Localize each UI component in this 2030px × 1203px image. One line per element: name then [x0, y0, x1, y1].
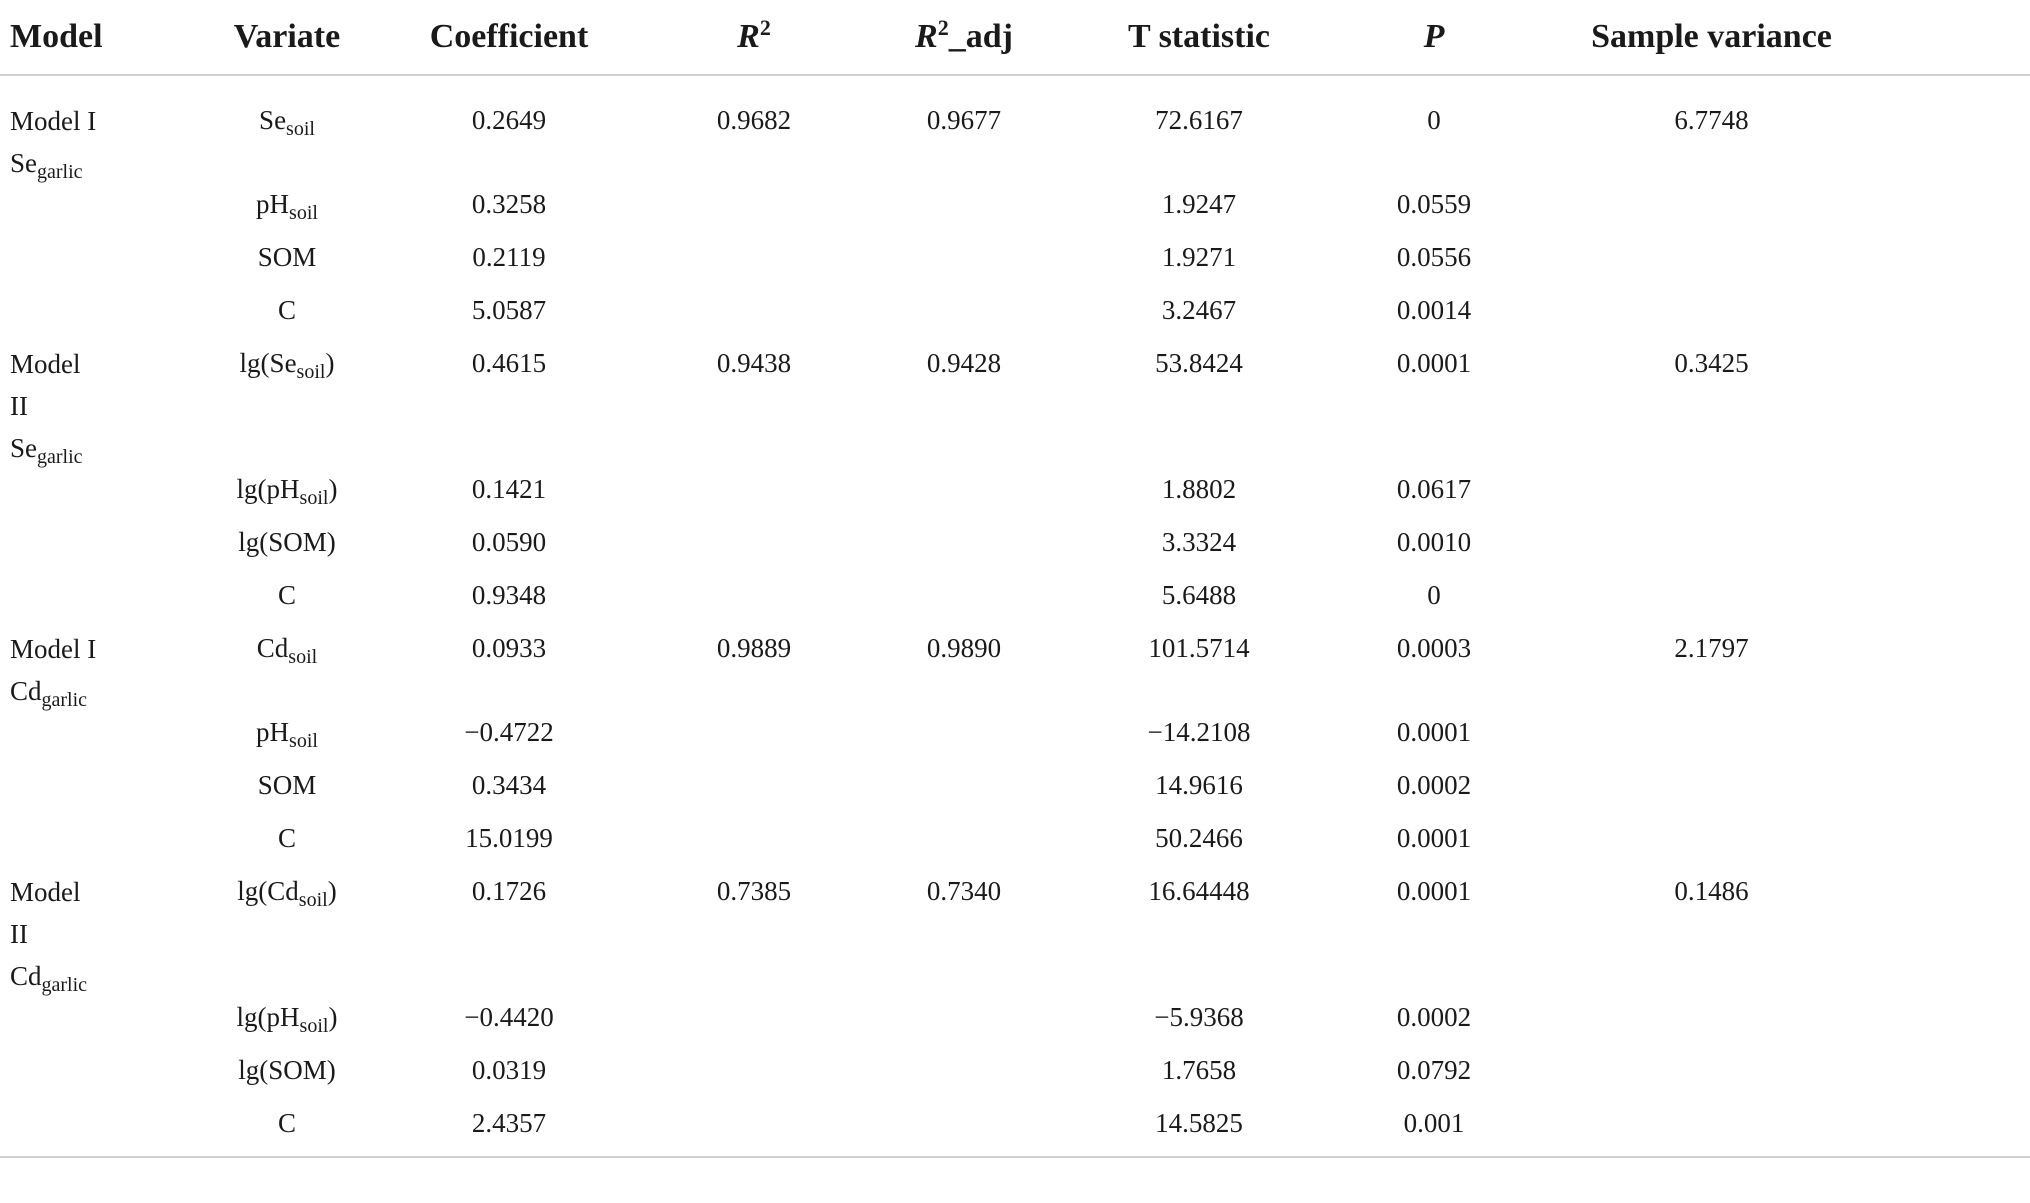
- r2-adj-cell: [854, 818, 1074, 871]
- header-r2adj-sup: 2: [937, 15, 949, 40]
- coefficient-cell: 2.4357: [364, 1103, 654, 1157]
- variate-base: pH: [256, 717, 290, 747]
- sample-variance-cell: [1544, 469, 1879, 522]
- spacer-cell: [1879, 1103, 2030, 1157]
- t-statistic-cell: 14.9616: [1155, 770, 1243, 800]
- variate-cell: [210, 522, 364, 575]
- header-model: Model: [0, 0, 210, 75]
- header-r2-adj: [854, 0, 1074, 75]
- sample-variance-cell: [1544, 1103, 1879, 1157]
- model-cell: [0, 237, 210, 290]
- variate-cell: [210, 290, 364, 343]
- r2-adj-cell: [854, 997, 1074, 1050]
- table-row: [0, 522, 2030, 575]
- model-cell: [0, 184, 210, 237]
- sample-variance-cell: [1544, 765, 1879, 818]
- variate-cell: [210, 343, 364, 469]
- variate-cell: [210, 184, 364, 237]
- table-row: [0, 712, 2030, 765]
- variate-suffix: ): [327, 876, 337, 906]
- sample-variance-cell: [1544, 712, 1879, 765]
- variate-base: C: [277, 1108, 296, 1138]
- sample-variance-cell: 2.1797: [1674, 633, 1749, 663]
- p-value-cell: 0.0556: [1396, 242, 1472, 272]
- coefficient-cell: 0.4615: [471, 348, 547, 378]
- r2-cell: [654, 1050, 854, 1103]
- coefficient-cell: 0.9348: [471, 580, 547, 610]
- variate-base: pH: [266, 474, 300, 504]
- r2-cell: [654, 1103, 854, 1157]
- variate-base: lg(SOM): [238, 1055, 336, 1085]
- variate-cell: [210, 712, 364, 765]
- r2-adj-cell: [854, 1103, 1074, 1157]
- model-line: Model: [10, 877, 81, 907]
- model-cell: [0, 628, 210, 712]
- p-value-cell: 0.0792: [1396, 1055, 1472, 1085]
- variate-sub: soil: [288, 646, 318, 668]
- model-line: Model I: [10, 106, 97, 136]
- coefficient-cell: 0.1421: [471, 474, 547, 504]
- header-variate: Variate: [210, 0, 364, 75]
- r2-cell: [654, 184, 854, 237]
- t-statistic-cell: 72.6167: [1155, 105, 1243, 135]
- variate-sub: soil: [286, 118, 315, 140]
- sample-variance-cell: [1544, 522, 1879, 575]
- variate-cell: [210, 1050, 364, 1103]
- coefficient-cell: −0.4420: [464, 1002, 554, 1032]
- model-target: [10, 955, 210, 997]
- spacer-cell: [1879, 997, 2030, 1050]
- p-value-cell: 0.0001: [1396, 717, 1472, 747]
- spacer-cell: [1879, 871, 2030, 997]
- r2-adj-cell: [854, 184, 1074, 237]
- table-row: [0, 628, 2030, 712]
- r2-adj-cell: 0.9428: [926, 348, 1002, 378]
- sample-variance-cell: [1544, 184, 1879, 237]
- p-value-cell: 0.0014: [1396, 295, 1472, 325]
- sample-variance-cell: 6.7748: [1674, 105, 1749, 135]
- r2-adj-cell: [854, 712, 1074, 765]
- p-value-cell: 0: [1427, 580, 1441, 610]
- header-coefficient: Coefficient: [364, 0, 654, 75]
- variate-base: Se: [269, 348, 297, 378]
- t-statistic-cell: 1.9247: [1161, 189, 1237, 219]
- r2-cell: 0.9682: [716, 105, 792, 135]
- variate-base: SOM: [257, 242, 317, 272]
- p-value-cell: 0.0002: [1396, 770, 1472, 800]
- t-statistic-cell: 14.5825: [1074, 1103, 1324, 1157]
- r2-adj-cell: [854, 765, 1074, 818]
- t-statistic-cell: 16.64448: [1148, 876, 1250, 906]
- model-cell: [0, 75, 210, 184]
- variate-sub: soil: [298, 889, 328, 911]
- variate-cell: [210, 818, 364, 871]
- header-r2adj-suffix: _adj: [948, 18, 1013, 55]
- table-row: [0, 469, 2030, 522]
- variate-cell: [210, 75, 364, 184]
- spacer-cell: [1879, 522, 2030, 575]
- spacer-cell: [1879, 1050, 2030, 1103]
- variate-base: Cd: [267, 876, 299, 906]
- spacer-cell: [1879, 75, 2030, 184]
- spacer-cell: [1879, 184, 2030, 237]
- variate-cell: [210, 628, 364, 712]
- variate-sub: soil: [299, 1015, 329, 1037]
- sample-variance-cell: 0.1486: [1674, 876, 1749, 906]
- spacer-cell: [1879, 712, 2030, 765]
- table-header: [0, 0, 2030, 75]
- spacer-cell: [1879, 343, 2030, 469]
- r2-adj-cell: [854, 575, 1074, 628]
- model-target-sub: garlic: [41, 974, 88, 996]
- table-row: [0, 75, 2030, 184]
- model-cell: [0, 712, 210, 765]
- p-value-cell: 0: [1427, 105, 1441, 135]
- coefficient-cell: 0.2119: [472, 242, 546, 272]
- header-r2-sup: 2: [759, 15, 771, 40]
- r2-adj-cell: [854, 522, 1074, 575]
- p-value-cell: 0.0002: [1396, 1002, 1472, 1032]
- sample-variance-cell: [1544, 237, 1879, 290]
- t-statistic-cell: 3.2467: [1161, 295, 1237, 325]
- variate-sub: soil: [289, 730, 318, 752]
- variate-cell: [210, 575, 364, 628]
- table-row: [0, 1103, 2030, 1157]
- model-target-base: Cd: [10, 676, 42, 706]
- p-value-cell: 0.0617: [1396, 474, 1472, 504]
- sample-variance-cell: [1544, 290, 1879, 343]
- coefficient-cell: 0.0933: [471, 633, 547, 663]
- table-row: [0, 1050, 2030, 1103]
- sample-variance-cell: 0.3425: [1674, 348, 1749, 378]
- r2-cell: [654, 818, 854, 871]
- variate-prefix: lg(: [239, 348, 270, 378]
- coefficient-cell: 0.3434: [471, 770, 547, 800]
- variate-base: C: [277, 295, 296, 325]
- model-cell: [0, 1050, 210, 1103]
- t-statistic-cell: 5.6488: [1161, 580, 1237, 610]
- table-row: [0, 184, 2030, 237]
- variate-suffix: ): [328, 1002, 338, 1032]
- sample-variance-cell: [1544, 997, 1879, 1050]
- r2-adj-cell: 0.9890: [926, 633, 1002, 663]
- variate-prefix: lg(: [236, 1002, 267, 1032]
- coefficient-cell: 0.1726: [471, 876, 547, 906]
- spacer-cell: [1879, 575, 2030, 628]
- variate-sub: soil: [289, 202, 318, 224]
- variate-cell: [210, 237, 364, 290]
- r2-cell: [654, 290, 854, 343]
- model-cell: [0, 871, 210, 997]
- sample-variance-cell: [1544, 575, 1879, 628]
- r2-cell: [654, 575, 854, 628]
- coefficient-cell: 15.0199: [465, 823, 553, 853]
- t-statistic-cell: −14.2108: [1147, 717, 1251, 747]
- model-line: Model I: [10, 634, 97, 664]
- r2-adj-cell: [854, 1050, 1074, 1103]
- variate-prefix: lg(: [237, 876, 268, 906]
- model-cell: [0, 765, 210, 818]
- sample-variance-cell: [1544, 818, 1879, 871]
- variate-cell: [210, 871, 364, 997]
- spacer-cell: [1879, 628, 2030, 712]
- r2-adj-cell: 0.9677: [926, 105, 1002, 135]
- variate-suffix: ): [328, 474, 338, 504]
- model-target: [10, 670, 210, 712]
- sample-variance-cell: [1544, 1050, 1879, 1103]
- coefficient-cell: 0.2649: [471, 105, 547, 135]
- p-value-cell: 0.0001: [1396, 348, 1472, 378]
- p-value-cell: 0.0003: [1396, 633, 1472, 663]
- table-row: [0, 818, 2030, 871]
- r2-cell: 0.9889: [716, 633, 792, 663]
- table-row: [0, 765, 2030, 818]
- model-target-base: Se: [10, 433, 37, 463]
- p-value-cell: 0.0001: [1396, 876, 1472, 906]
- variate-base: Se: [259, 105, 287, 135]
- r2-cell: [654, 997, 854, 1050]
- variate-cell: [210, 1103, 364, 1157]
- t-statistic-cell: 1.9271: [1161, 242, 1237, 272]
- variate-sub: soil: [296, 361, 326, 383]
- model-line: Model: [10, 349, 81, 379]
- variate-base: C: [277, 580, 296, 610]
- t-statistic-cell: 53.8424: [1155, 348, 1243, 378]
- r2-adj-cell: [854, 237, 1074, 290]
- model-cell: [0, 290, 210, 343]
- t-statistic-cell: 3.3324: [1161, 527, 1237, 557]
- header-row: [0, 0, 2030, 75]
- r2-cell: [654, 765, 854, 818]
- r2-cell: [654, 522, 854, 575]
- variate-suffix: ): [325, 348, 335, 378]
- header-t-statistic: T statistic: [1074, 0, 1324, 75]
- t-statistic-cell: 1.8802: [1161, 474, 1237, 504]
- variate-cell: [210, 997, 364, 1050]
- r2-adj-cell: 0.7340: [926, 876, 1002, 906]
- t-statistic-cell: −5.9368: [1154, 1002, 1244, 1032]
- coefficient-cell: 0.0590: [471, 527, 547, 557]
- variate-prefix: lg(: [236, 474, 267, 504]
- model-target-sub: garlic: [41, 689, 88, 711]
- model-target-base: Se: [10, 148, 37, 178]
- variate-base: pH: [266, 1002, 300, 1032]
- model-cell: [0, 1103, 210, 1157]
- spacer-cell: [1879, 765, 2030, 818]
- spacer-cell: [1879, 237, 2030, 290]
- table-body: [0, 75, 2030, 1157]
- r2-adj-cell: [854, 290, 1074, 343]
- r2-cell: [654, 469, 854, 522]
- header-p: [1324, 0, 1544, 75]
- variate-cell: [210, 765, 364, 818]
- variate-base: C: [277, 823, 296, 853]
- variate-sub: soil: [299, 487, 329, 509]
- r2-adj-cell: [854, 469, 1074, 522]
- header-r2adj-base: R: [915, 18, 938, 55]
- spacer-cell: [1879, 818, 2030, 871]
- model-cell: [0, 343, 210, 469]
- model-line: II: [10, 919, 28, 949]
- model-cell: [0, 997, 210, 1050]
- header-p-label: P: [1423, 18, 1445, 55]
- model-target: [10, 142, 210, 184]
- header-r2-base: R: [737, 18, 760, 55]
- table-row: [0, 237, 2030, 290]
- p-value-cell: 0.0001: [1396, 823, 1472, 853]
- t-statistic-cell: 1.7658: [1161, 1055, 1237, 1085]
- header-sample-variance: Sample variance: [1544, 0, 1879, 75]
- header-r2: [654, 0, 854, 75]
- p-value-cell: 0.001: [1324, 1103, 1544, 1157]
- coefficient-cell: 0.3258: [471, 189, 547, 219]
- table-row: [0, 343, 2030, 469]
- spacer-cell: [1879, 469, 2030, 522]
- model-target-sub: garlic: [37, 446, 83, 468]
- r2-cell: [654, 237, 854, 290]
- coefficient-cell: −0.4722: [464, 717, 554, 747]
- r2-cell: 0.7385: [716, 876, 792, 906]
- table-row: [0, 997, 2030, 1050]
- table-row: [0, 290, 2030, 343]
- variate-cell: [210, 469, 364, 522]
- t-statistic-cell: 50.2466: [1155, 823, 1243, 853]
- model-cell: [0, 575, 210, 628]
- spacer-cell: [1879, 290, 2030, 343]
- table-row: [0, 575, 2030, 628]
- model-line: II: [10, 391, 28, 421]
- coefficient-cell: 5.0587: [471, 295, 547, 325]
- model-cell: [0, 818, 210, 871]
- table-row: [0, 871, 2030, 997]
- model-target-sub: garlic: [37, 161, 83, 183]
- p-value-cell: 0.0010: [1396, 527, 1472, 557]
- r2-cell: [654, 712, 854, 765]
- variate-base: SOM: [257, 770, 317, 800]
- variate-base: pH: [256, 189, 290, 219]
- coefficient-cell: 0.0319: [471, 1055, 547, 1085]
- header-spacer: [1879, 0, 2030, 75]
- variate-base: lg(SOM): [238, 527, 336, 557]
- model-target-base: Cd: [10, 961, 42, 991]
- r2-cell: 0.9438: [716, 348, 792, 378]
- model-target: [10, 427, 210, 469]
- model-cell: [0, 522, 210, 575]
- p-value-cell: 0.0559: [1396, 189, 1472, 219]
- variate-base: Cd: [256, 633, 289, 663]
- model-cell: [0, 469, 210, 522]
- t-statistic-cell: 101.5714: [1148, 633, 1250, 663]
